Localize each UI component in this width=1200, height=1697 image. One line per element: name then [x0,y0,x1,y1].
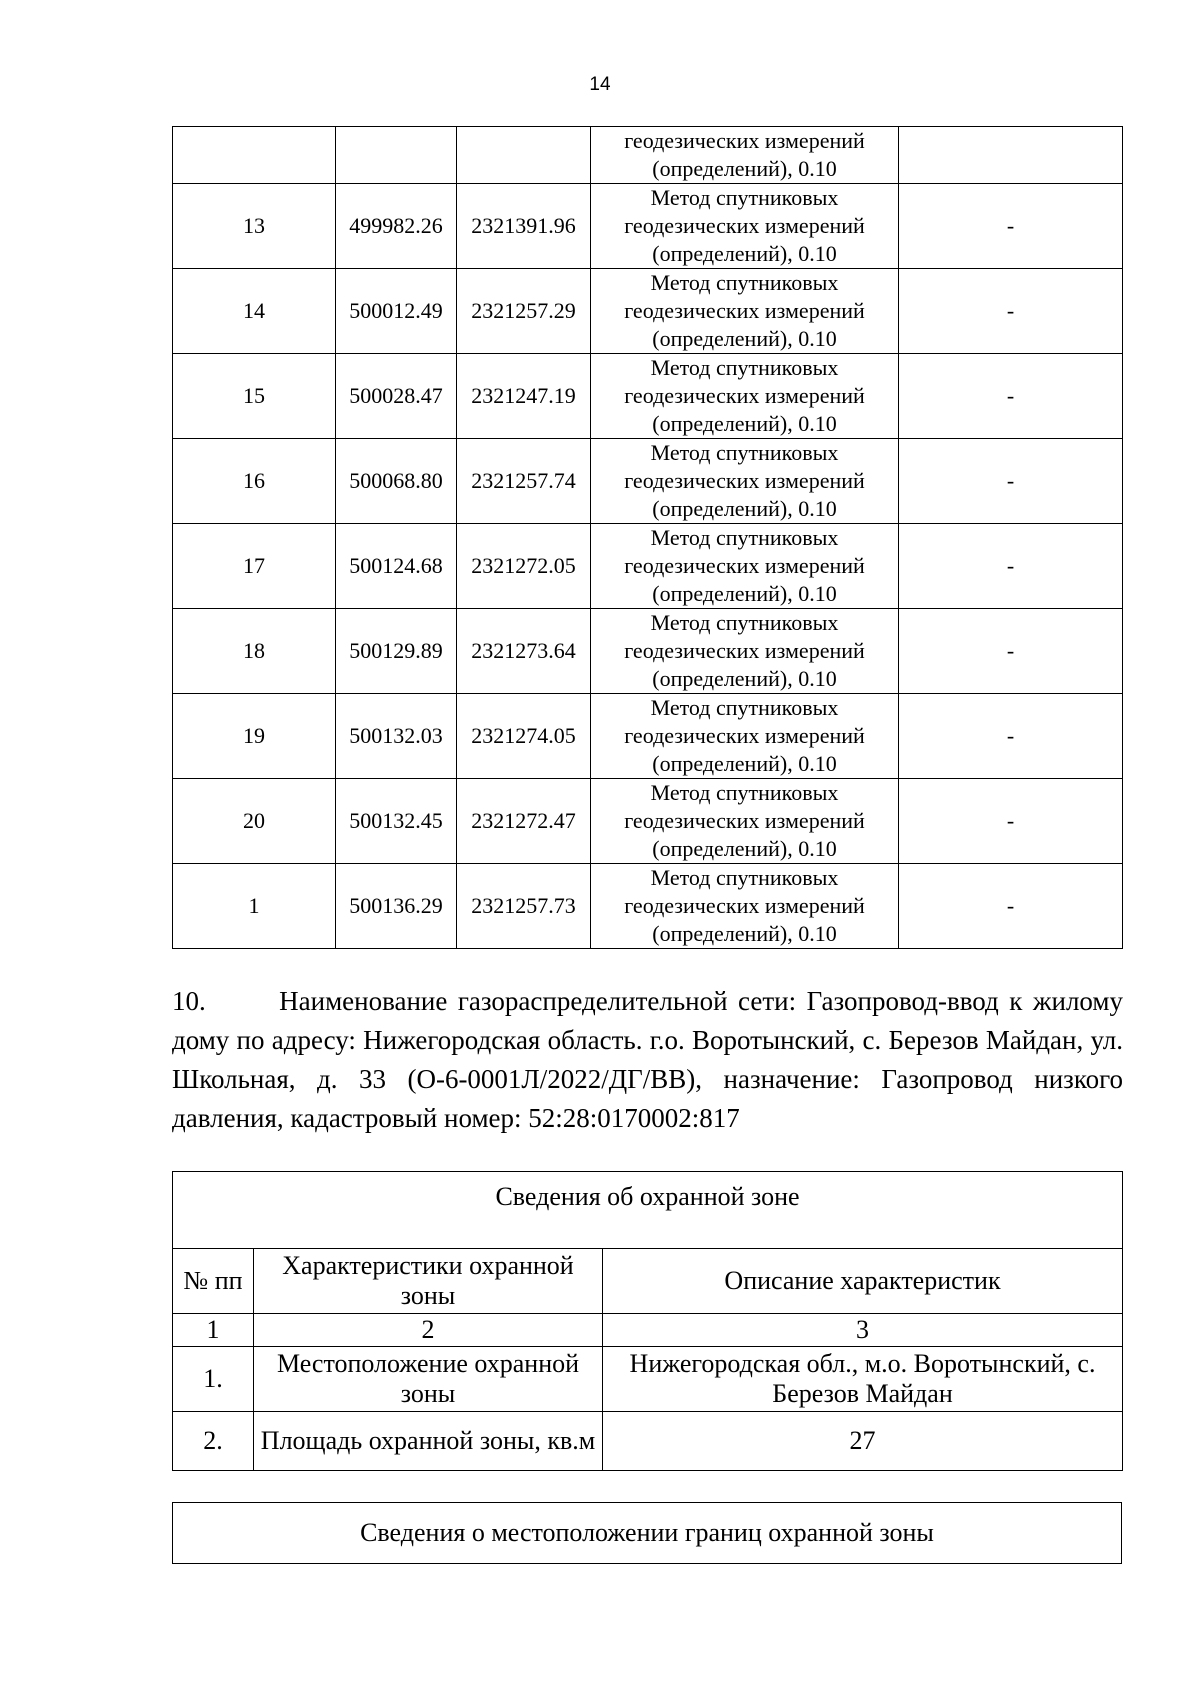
point-number-cell: 13 [173,184,336,269]
table-row [173,184,1123,269]
protection-zone-table [172,1171,1123,1471]
column-number: 3 [603,1314,1123,1347]
y-coordinate-cell: 2321257.74 [457,439,591,524]
table-row [173,1412,1123,1471]
header-characteristic: Характеристики охранной зоны [254,1249,603,1314]
y-coordinate-cell: 2321257.29 [457,269,591,354]
table-row [173,524,1123,609]
description-cell: - [899,609,1123,694]
characteristic-cell: Местоположение охранной зоны [254,1347,603,1412]
characteristic-cell: Площадь охранной зоны, кв.м [254,1412,603,1471]
point-number-cell: 14 [173,269,336,354]
table-title: Сведения об охранной зоне [173,1172,1123,1249]
method-cell: Метод спутниковых геодезических измерений (определений), 0.10 [591,269,899,354]
point-number-cell: 18 [173,609,336,694]
x-coordinate-cell: 500124.68 [336,524,457,609]
table-row [173,609,1123,694]
method-cell: геодезических измерений (определений), 0.10 [591,127,899,184]
method-cell: Метод спутниковых геодезических измерений (определений), 0.10 [591,439,899,524]
point-number-cell: 15 [173,354,336,439]
x-coordinate-cell: 500132.03 [336,694,457,779]
y-coordinate-cell [457,127,591,184]
method-cell: Метод спутниковых геодезических измерений (определений), 0.10 [591,354,899,439]
description-cell: - [899,779,1123,864]
x-coordinate-cell: 500136.29 [336,864,457,949]
description-cell: - [899,524,1123,609]
point-number-cell: 19 [173,694,336,779]
y-coordinate-cell: 2321273.64 [457,609,591,694]
table-row [173,864,1123,949]
x-coordinate-cell: 500132.45 [336,779,457,864]
y-coordinate-cell: 2321247.19 [457,354,591,439]
table-row [173,1347,1123,1412]
method-cell: Метод спутниковых геодезических измерений (определений), 0.10 [591,524,899,609]
table-row [173,354,1123,439]
y-coordinate-cell: 2321272.47 [457,779,591,864]
y-coordinate-cell: 2321272.05 [457,524,591,609]
header-number: № пп [173,1249,254,1314]
description-cell [899,127,1123,184]
x-coordinate-cell [336,127,457,184]
x-coordinate-cell: 500068.80 [336,439,457,524]
point-number-cell: 17 [173,524,336,609]
point-number-cell [173,127,336,184]
header-description: Описание характеристик [603,1249,1123,1314]
description-cell: - [899,864,1123,949]
page-number: 14 [589,74,611,95]
x-coordinate-cell: 500028.47 [336,354,457,439]
table-row [173,694,1123,779]
boundaries-table [172,1502,1122,1564]
column-number: 2 [254,1314,603,1347]
method-cell: Метод спутниковых геодезических измерений (определений), 0.10 [591,864,899,949]
table-row [173,127,1123,184]
column-number: 1 [173,1314,254,1347]
table-row [173,779,1123,864]
point-number-cell: 20 [173,779,336,864]
y-coordinate-cell: 2321391.96 [457,184,591,269]
description-cell: - [899,354,1123,439]
point-number-cell: 1 [173,864,336,949]
coordinates-table [172,126,1123,949]
description-cell: Нижегородская обл., м.о. Воротынский, с. Березов Майдан [603,1347,1123,1412]
y-coordinate-cell: 2321274.05 [457,694,591,779]
section-paragraph: 10. Наименование газораспределительной сети: Газопровод-ввод к жилому дому по адресу: Нижегородская область. г.о. Воротынский, с. Березов Майдан, ул. Школьная, д. 33 (О-6-0001Л/2022/ДГ/ВВ), назначение: Газопровод низкого давления, кадастровый номер: 52:28:0170002:817 [172,986,1123,1133]
x-coordinate-cell: 500012.49 [336,269,457,354]
point-number-cell: 16 [173,439,336,524]
table-row [173,269,1123,354]
row-number: 2. [173,1412,254,1471]
table-row [173,439,1123,524]
description-cell: - [899,439,1123,524]
method-cell: Метод спутниковых геодезических измерений (определений), 0.10 [591,184,899,269]
description-cell: - [899,269,1123,354]
description-cell: 27 [603,1412,1123,1471]
method-cell: Метод спутниковых геодезических измерений (определений), 0.10 [591,694,899,779]
x-coordinate-cell: 499982.26 [336,184,457,269]
y-coordinate-cell: 2321257.73 [457,864,591,949]
method-cell: Метод спутниковых геодезических измерений (определений), 0.10 [591,779,899,864]
description-cell: - [899,184,1123,269]
x-coordinate-cell: 500129.89 [336,609,457,694]
method-cell: Метод спутниковых геодезических измерений (определений), 0.10 [591,609,899,694]
row-number: 1. [173,1347,254,1412]
table-title: Сведения о местоположении границ охранной зоны [173,1503,1122,1564]
description-cell: - [899,694,1123,779]
